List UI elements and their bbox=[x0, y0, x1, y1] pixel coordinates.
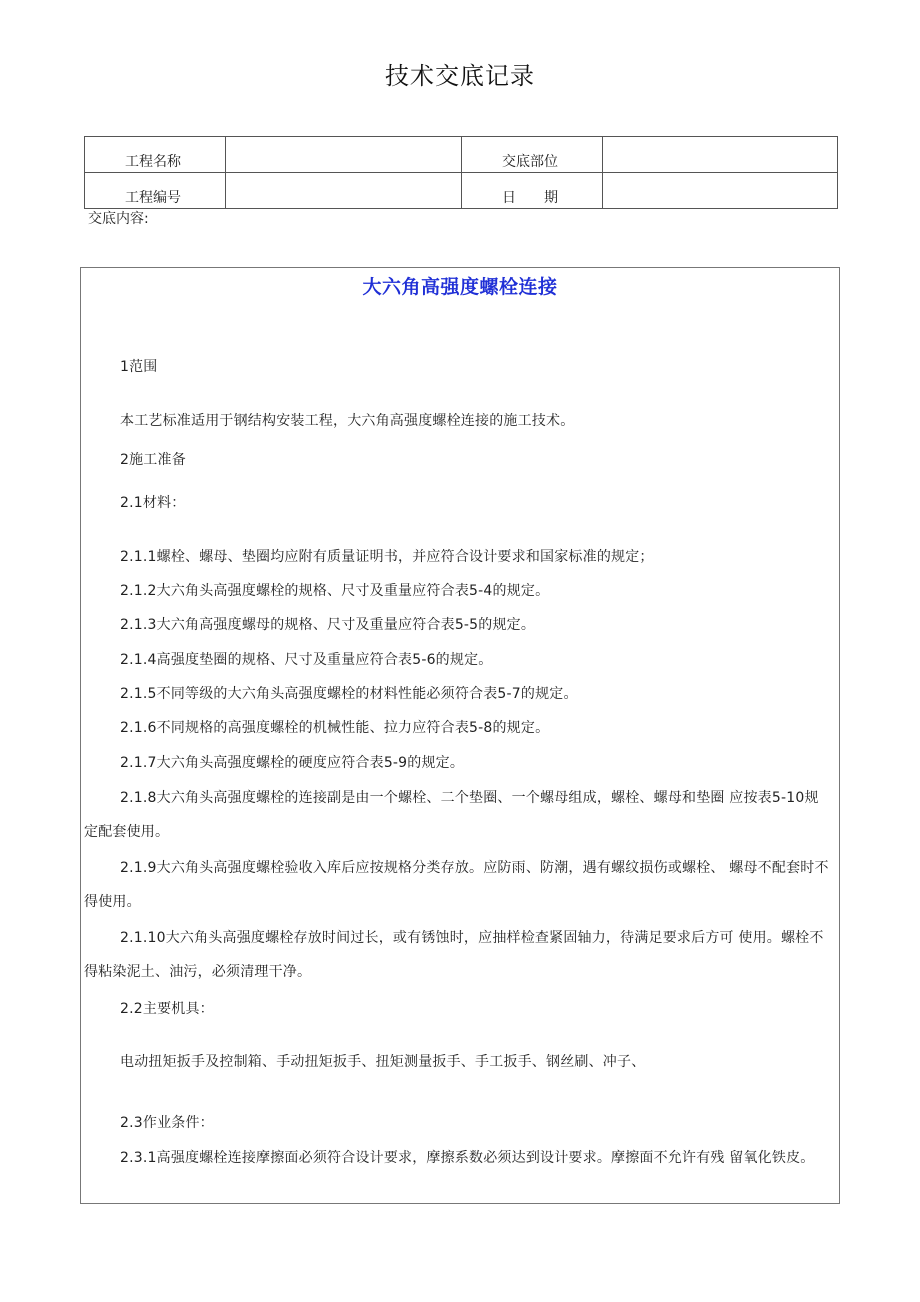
paragraph: 电动扭矩扳手及控制箱、手动扭矩扳手、扭矩测量扳手、手工扳手、钢丝刷、冲子、 bbox=[120, 1054, 646, 1070]
paragraph: 2施工准备 bbox=[120, 452, 186, 468]
paragraph: 2.1.3大六角高强度螺母的规格、尺寸及重量应符合表5-5的规定。 bbox=[120, 617, 536, 633]
date-label-part2: 期 bbox=[544, 190, 558, 206]
paragraph: 2.1.6不同规格的高强度螺栓的机械性能、拉力应符合表5-8的规定。 bbox=[120, 720, 550, 736]
location-value[interactable] bbox=[603, 137, 838, 173]
project-name-label: 工程名称 bbox=[85, 137, 226, 173]
project-name-value[interactable] bbox=[226, 137, 462, 173]
project-no-label: 工程编号 bbox=[85, 173, 226, 209]
paragraph: 本工艺标准适用于钢结构安装工程，大六角高强度螺栓连接的施工技术。 bbox=[120, 413, 575, 429]
paragraph: 2.1.7大六角头高强度螺栓的硬度应符合表5-9的规定。 bbox=[120, 755, 465, 771]
paragraph: 2.3.1高强度螺栓连接摩擦面必须符合设计要求，摩擦系数必须达到设计要求。摩擦面不允许有残 留氧化铁皮。 bbox=[120, 1150, 815, 1166]
paragraph: 1范围 bbox=[120, 359, 158, 375]
date-label-part1: 日 bbox=[502, 190, 516, 206]
document-title: 技术交底记录 bbox=[385, 62, 535, 90]
project-info-table bbox=[84, 136, 838, 209]
paragraph: 2.1.2大六角头高强度螺栓的规格、尺寸及重量应符合表5-4的规定。 bbox=[120, 583, 550, 599]
content-intro-label: 交底内容: bbox=[88, 211, 149, 227]
paragraph: 2.3作业条件： bbox=[120, 1115, 214, 1131]
paragraph: 2.1.8大六角头高强度螺栓的连接副是由一个螺栓、二个垫圈、一个螺母组成，螺栓、螺母和垫圈 应按表5-10规定配套使用。 bbox=[84, 790, 819, 840]
paragraph: 2.1材料： bbox=[120, 495, 186, 511]
table-row bbox=[85, 173, 838, 209]
location-label: 交底部位 bbox=[462, 137, 603, 173]
project-no-value[interactable] bbox=[226, 173, 462, 209]
table-row bbox=[85, 137, 838, 173]
paragraph: 2.1.9大六角头高强度螺栓验收入库后应按规格分类存放。应防雨、防潮，遇有螺纹损伤或螺栓、 螺母不配套时不得使用。 bbox=[84, 860, 829, 910]
paragraph: 2.1.1螺栓、螺母、垫圈均应附有质量证明书，并应符合设计要求和国家标准的规定； bbox=[120, 549, 654, 565]
paragraph: 2.1.4高强度垫圈的规格、尺寸及重量应符合表5-6的规定。 bbox=[120, 652, 493, 668]
date-label bbox=[462, 173, 603, 209]
paragraph: 2.1.10大六角头高强度螺栓存放时间过长，或有锈蚀时，应抽样检查紧固轴力，待满足要求后方可 使用。螺栓不得粘染泥土、油污，必须清理干净。 bbox=[84, 930, 824, 980]
content-box bbox=[80, 267, 840, 1204]
date-value[interactable] bbox=[603, 173, 838, 209]
content-title: 大六角高强度螺栓连接 bbox=[362, 276, 558, 298]
paragraph: 2.2主要机具： bbox=[120, 1001, 214, 1017]
paragraph: 2.1.5不同等级的大六角头高强度螺栓的材料性能必须符合表5-7的规定。 bbox=[120, 686, 578, 702]
